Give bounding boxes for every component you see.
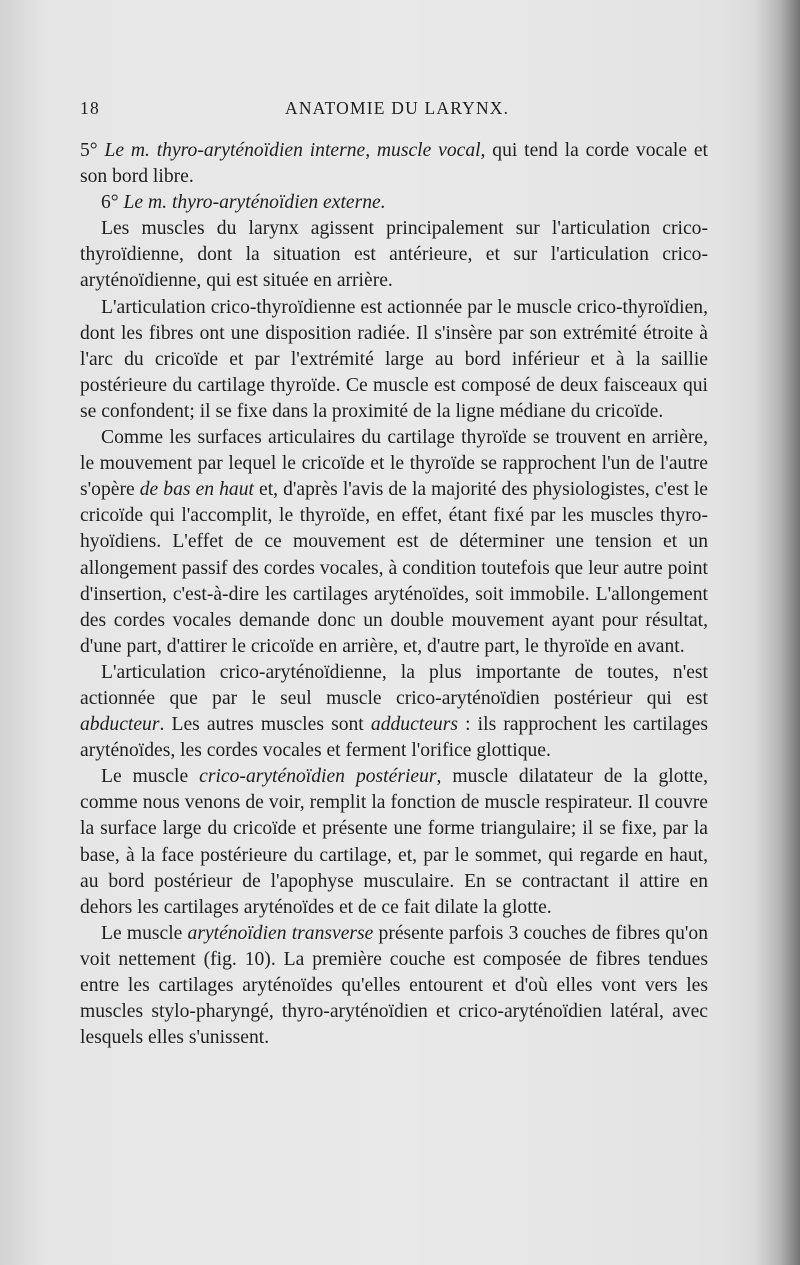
body-text	[80, 138, 708, 1051]
paragraph	[80, 295, 708, 425]
italic-text-run: Le m. thyro-aryténoïdien interne, muscle vocal,	[104, 140, 486, 161]
italic-text-run: crico-aryténoïdien postérieur	[199, 766, 437, 788]
text-run: qui tend la corde vocale et son bord libre.	[80, 140, 709, 188]
text-run: et, d'après l'avis de la majorité des physiologistes, c'est le cricoïde qui l'accomplit, le thyroïde, en effet, étant fixé par les muscles thyro-hyoïdiens. L'effet de ce mouvement est de déterminer une tension et un allongement passif des cordes vocales, à condition toutefois que leur autre point d'insertion, c'est-à-dire les cartilages aryténoïdes, soit immobile. L'allongement des cordes vocales demande donc un double mouvement ayant pour résultat, d'une part, d'attirer le cricoïde en arrière, et, d'autre part, le thyroïde en avant.	[80, 479, 708, 657]
text-run: L'articulation crico-aryténoïdienne, la plus importante de toutes, n'est actionnée que par le seul muscle crico-aryténoïdien postérieur qui est	[80, 661, 708, 709]
text-run: Le muscle	[101, 766, 200, 788]
italic-text-run: Le m. thyro-aryténoïdien externe.	[123, 192, 386, 214]
text-run: . Les autres muscles sont	[159, 714, 371, 736]
paragraph	[80, 425, 708, 660]
paragraph	[80, 764, 708, 921]
running-header	[80, 98, 720, 124]
binding-shadow	[754, 0, 800, 1265]
paragraph-item-6	[80, 190, 708, 216]
text-run: Le muscle	[101, 922, 188, 944]
italic-text-run: de bas en haut	[139, 479, 254, 501]
italic-text-run: abducteur	[80, 714, 160, 736]
paragraph	[80, 660, 708, 764]
text-run: présente parfois 3 couches de fibres qu'on voit nettement (fig. 10). La première couche est composée de fibres tendues entre les cartilages aryténoïdes qu'elles entourent et d'où elles vont vers les muscles stylo-pharyngé, thyro-aryténoïdien et crico-aryténoïdien latéral, avec lesquels elles s'unissent.	[80, 922, 708, 1049]
italic-text-run: aryténoïdien transverse	[187, 922, 374, 944]
text-run: , muscle dilatateur de la glotte, comme nous venons de voir, remplit la fonction de muscle respirateur. Il couvre la surface large du cricoïde et présente une forme triangulaire; il se fixe, par la base, à la face postérieure du cartilage, et, par le sommet, qui regarde en haut, au bord postérieur de l'apophyse musculaire. En se contractant il attire en dehors les cartilages aryténoïdes et de ce fait dilate la glotte.	[80, 766, 709, 918]
text-run: : ils rapprochent les cartilages aryténoïdes, les cordes vocales et ferment l'orifice glottique.	[80, 714, 708, 762]
italic-text-run: adducteurs	[370, 714, 458, 736]
paragraph	[80, 216, 708, 294]
text-run: 6°	[101, 192, 124, 214]
text-run: Les muscles du larynx agissent principalement sur l'articulation crico-thyroïdienne, dont la situation est antérieure, et sur l'articulation crico-aryténoïdienne, qui est située en arrière.	[80, 218, 708, 292]
paragraph-item-5	[80, 138, 708, 190]
text-run: 5°	[80, 140, 105, 161]
page-number: 18	[80, 98, 100, 118]
text-run: Comme les surfaces articulaires du cartilage thyroïde se trouvent en arrière, le mouvement par lequel le cricoïde et le thyroïde se rapprochent l'un de l'autre s'opère	[80, 427, 708, 501]
paragraph	[80, 921, 708, 1051]
text-run: L'articulation crico-thyroïdienne est actionnée par le muscle crico-thyroïdien, dont les fibres ont une disposition radiée. Il s'insère par son extrémité étroite à l'arc du cricoïde et par l'extrémité large au bord inférieur et à la saillie postérieure du cartilage thyroïde. Ce muscle est composé de deux faisceaux qui se confondent; il se fixe dans la proximité de la ligne médiane du cricoïde.	[80, 296, 708, 422]
running-title: ANATOMIE DU LARYNX.	[285, 98, 510, 118]
